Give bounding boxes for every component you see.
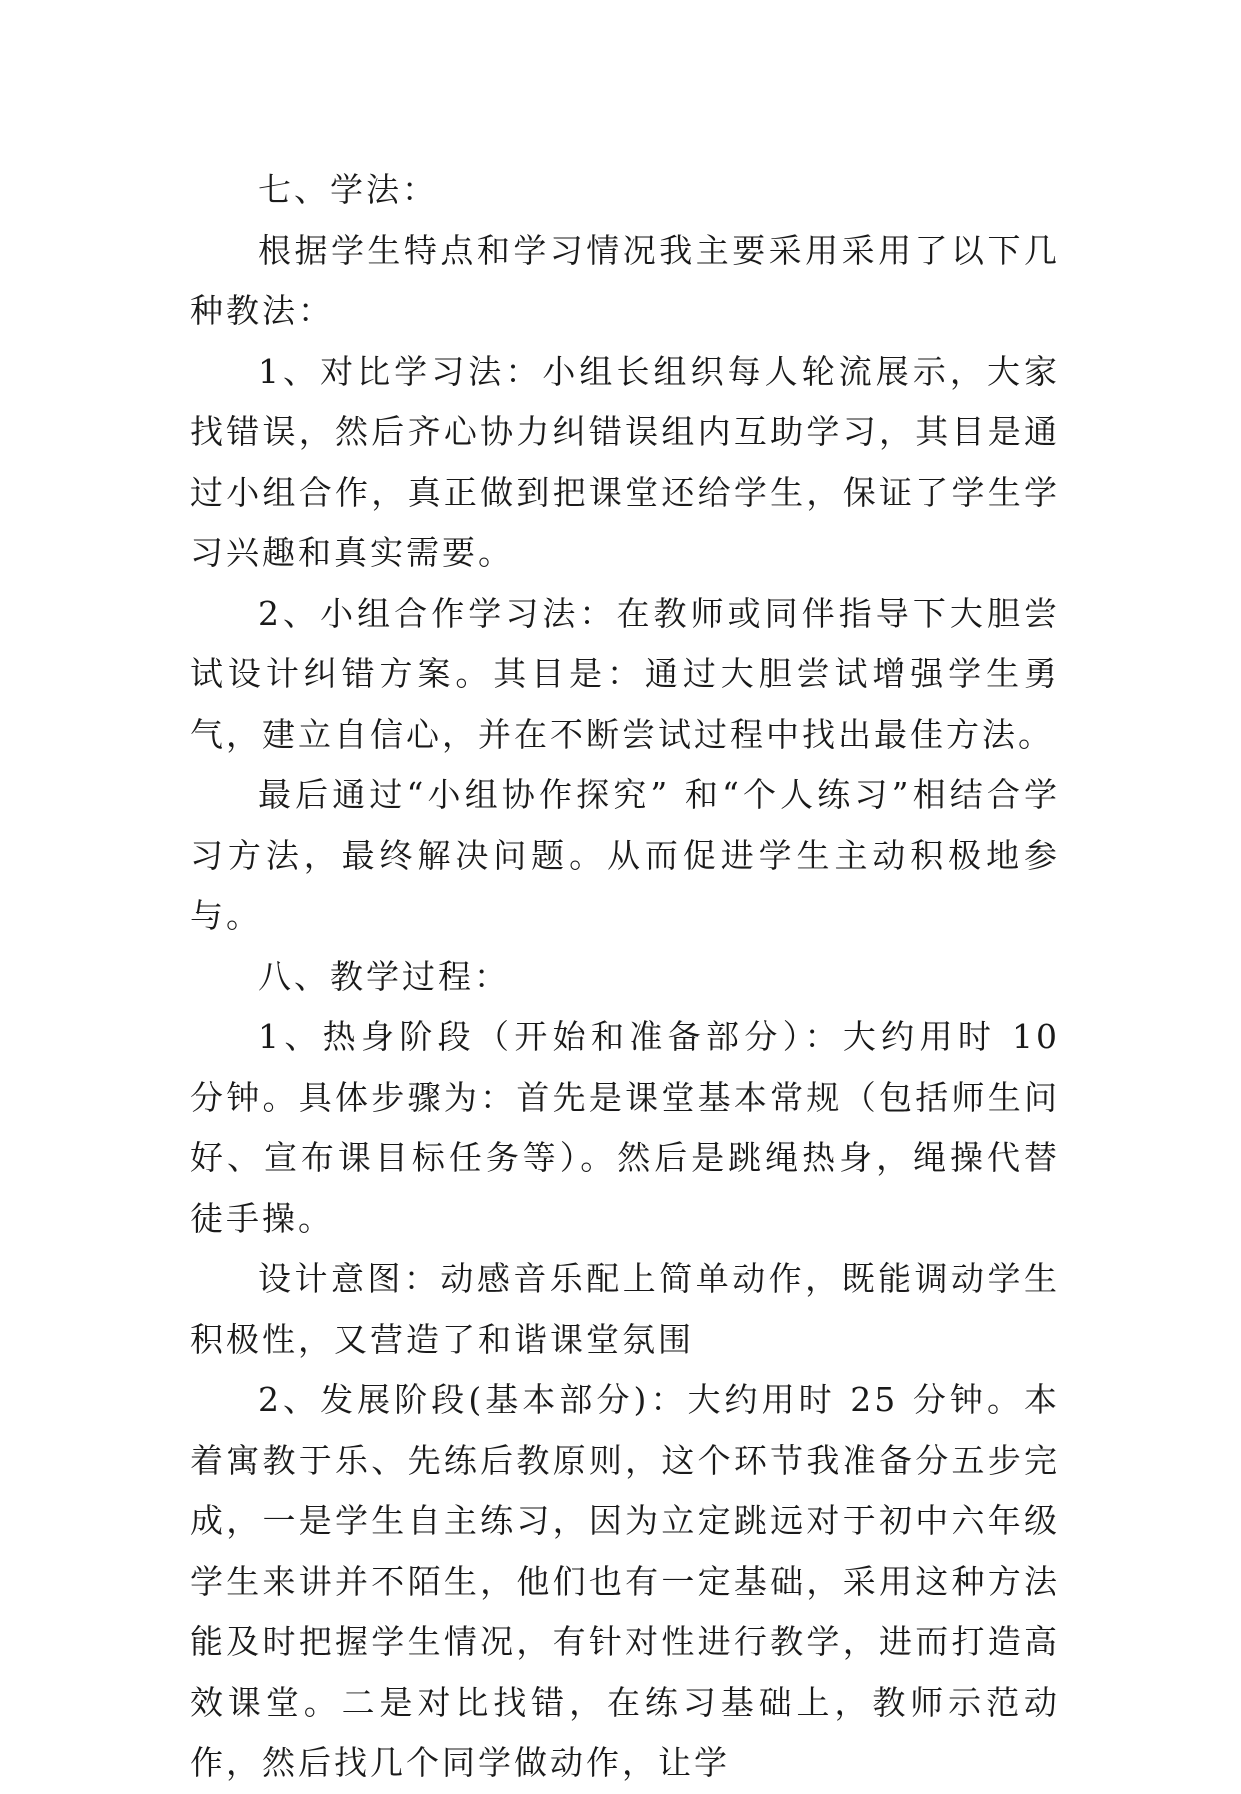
paragraph-group-cooperation: 2、小组合作学习法：在教师或同伴指导下大胆尝试设计纠错方案。其目是：通过大胆尝试增强学生勇气，建立自信心，并在不断尝试过程中找出最佳方法。 [190,593,1060,754]
paragraph-contrast-learning: 1、对比学习法：小组长组织每人轮流展示，大家找错误，然后齐心协力纠错误组内互助学习，其目是通过小组合作，真正做到把课堂还给学生，保证了学生学习兴趣和真实需要。 [190,351,1060,572]
paragraph-intro: 根据学生特点和学习情况我主要采用采用了以下几种教法： [190,230,1060,330]
heading-teaching-process: 八、教学过程： [258,956,510,996]
heading-study-method: 七、学法： [258,170,438,209]
paragraph-warmup-stage: 1、热身阶段（开始和准备部分）：大约用时 10 分钟。具体步骤为：首先是课堂基本常规（包括师生问好、宣布课目标任务等）。然后是跳绳热身，绳操代替徒手操。 [190,1017,1060,1238]
document-body [190,160,1060,1794]
paragraph-development-stage: 2、发展阶段(基本部分)：大约用时 25 分钟。本着寓教于乐、先练后教原则，这个环节我准备分五步完成，一是学生自主练习，因为立定跳远对于初中六年级学生来讲并不陌生，他们也有一定基础，采用这种方法能及时把握学生情况，有针对性进行教学，进而打造高效课堂。二是对比找错，在练习基础上，教师示范动作，然后找几个同学做动作，让学 [190,1380,1060,1782]
paragraph-conclusion: 最后通过“小组协作探究” 和“个人练习”相结合学习方法，最终解决问题。从而促进学生主动积极地参与。 [190,775,1060,935]
paragraph-design-intent: 设计意图：动感音乐配上简单动作，既能调动学生积极性，又营造了和谐课堂氛围 [190,1259,1060,1359]
